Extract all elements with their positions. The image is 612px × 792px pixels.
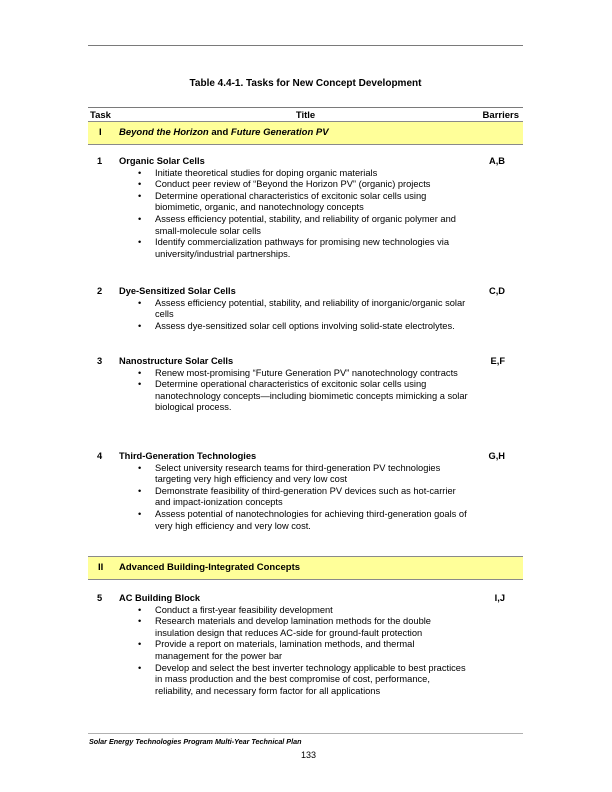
bullet-icon: • [138,237,142,248]
bullet-item [138,237,468,260]
task-barriers: C,D [488,286,505,296]
bullet-item [138,509,468,532]
header-barriers: Barriers [482,110,519,121]
header-title: Title [295,110,316,121]
footer-rule [88,733,523,734]
task-name: Dye-Sensitized Solar Cells [119,286,236,296]
section-row-1 [88,121,523,145]
task-barriers: A,B [488,156,505,166]
header-task: Task [90,110,111,121]
bullet-icon: • [138,167,142,178]
bullet-text: Assess efficiency potential, stability, and reliability of inorganic/organic solar cells [155,297,466,320]
bullet-text: Conduct peer review of “Beyond the Horizon PV” (organic) projects [155,179,431,190]
task-bullets [138,463,468,533]
bullet-text: Select university research teams for third-generation PV technologies targeting very high efficiency and very low cost [155,462,441,485]
bullet-text: Conduct a first-year feasibility development [155,604,333,615]
bullet-item [138,463,468,486]
bullet-item [138,179,468,191]
task-number: 4 [97,451,103,461]
task-barriers: E,F [490,356,505,366]
page-number: 133 [300,750,317,760]
task-bullets [138,168,468,261]
bullet-text: Develop and select the best inverter technology applicable to best practices in mass production and the best compromise of cost, performance, reliability, and necessary form factor for all applications [155,662,466,696]
bullet-icon: • [138,662,142,673]
header-rule [88,45,523,46]
task-name: Organic Solar Cells [119,156,205,166]
bullet-icon: • [138,462,142,473]
bullet-icon: • [138,485,142,496]
section-number: I [99,127,102,138]
bullet-icon: • [138,190,142,201]
bullet-item [138,168,468,180]
section-number: II [98,562,104,573]
bullet-icon: • [138,179,142,190]
bullet-item [138,191,468,214]
table-title: Table 4.4-1. Tasks for New Concept Development [189,78,422,89]
bullet-text: Assess dye-sensitized solar cell options involving solid-state electrolytes. [155,320,455,331]
section-title-part: and [208,127,231,138]
task-name: AC Building Block [119,593,201,603]
section-title: Advanced Building-Integrated Concepts [119,562,301,573]
task-name: Third-Generation Technologies [119,451,257,461]
bullet-icon: • [138,320,142,331]
bullet-item [138,639,468,662]
bullet-text: Renew most-promising “Future Generation PV” nanotechnology contracts [155,367,458,378]
task-bullets [138,368,468,414]
section-title-part: Beyond the Horizon [119,127,209,138]
bullet-item [138,214,468,237]
bullet-text: Research materials and develop lamination methods for the double insulation design that reduces AC-side for ground-fault protection [155,616,431,638]
task-number: 5 [97,593,103,603]
bullet-text: Determine operational characteristics of excitonic solar cells using biomimetic, organic, and nanotechnology concepts [155,190,427,213]
bullet-item [138,379,468,414]
bullet-icon: • [138,604,142,615]
table-header [88,107,523,122]
section-title-part: Future Generation PV [230,127,329,138]
task-barriers: I,J [494,593,505,603]
bullet-item [138,321,468,333]
bullet-item [138,368,468,380]
bullet-text: Assess efficiency potential, stability, and reliability of organic polymer and small-molecule solar cells [155,213,456,236]
task-number: 3 [97,356,103,366]
bullet-item [138,605,468,617]
bullet-icon: • [138,213,142,224]
section-title [119,127,329,138]
bullet-text: Assess potential of nanotechnologies for achieving third-generation goals of very high efficiency and very low cost. [155,508,467,531]
task-number: 2 [97,286,103,296]
bullet-icon: • [138,367,142,378]
bullet-item [138,663,468,698]
bullet-text: Identify commercialization pathways for promising new technologies via university/industrial partnerships. [155,237,450,259]
bullet-text: Determine operational characteristics of excitonic solar cells using nanotechnology concepts—including biomimetic concepts mimicking a solar biological process. [155,379,468,413]
section-row-2 [88,556,523,580]
bullet-item [138,616,468,639]
bullet-item [138,486,468,509]
bullet-icon: • [138,639,142,650]
bullet-icon: • [138,297,142,308]
task-number: 1 [97,156,103,166]
bullet-text: Initiate theoretical studies for doping organic materials [155,167,378,178]
footer-text: Solar Energy Technologies Program Multi-Year Technical Plan [89,737,302,746]
task-barriers: G,H [488,451,505,461]
bullet-text: Provide a report on materials, lamination methods, and thermal management for the power bar [155,639,415,661]
bullet-icon: • [138,616,142,627]
bullet-text: Demonstrate feasibility of third-generation PV devices such as hot-carrier and impact-ionization concepts [155,485,456,508]
task-name: Nanostructure Solar Cells [119,356,234,366]
bullet-icon: • [138,379,142,390]
bullet-icon: • [138,508,142,519]
task-bullets [138,298,468,333]
bullet-item [138,298,468,321]
task-bullets [138,605,468,698]
